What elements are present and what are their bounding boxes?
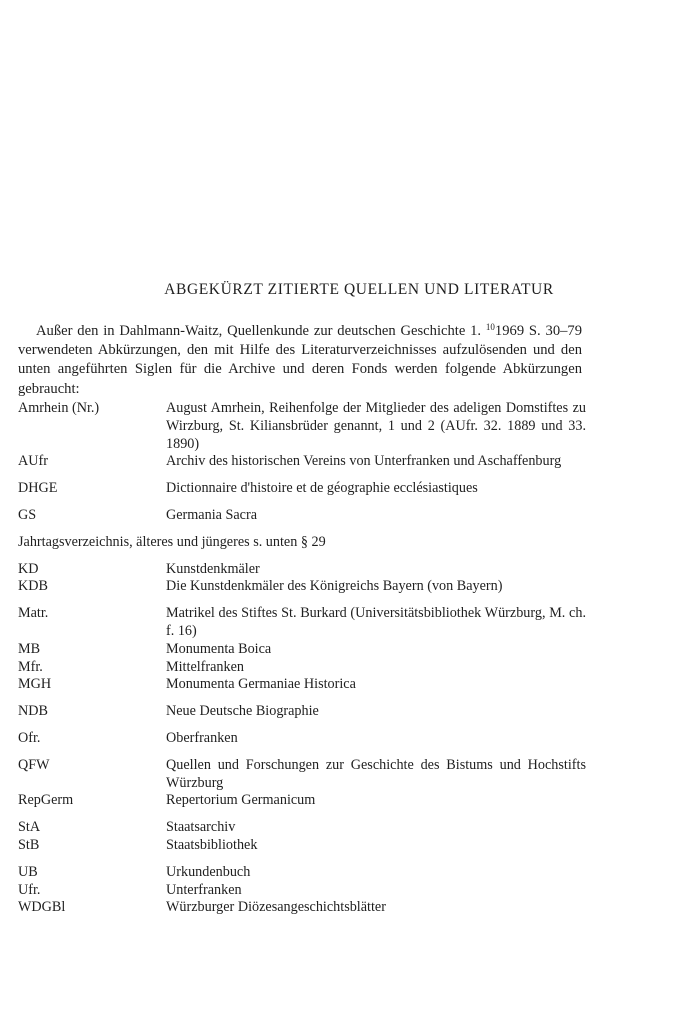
expansion: Germania Sacra [166, 506, 257, 523]
abbreviation: WDGBl [18, 899, 66, 916]
list-item [18, 659, 586, 677]
list-item [18, 605, 586, 641]
abbreviation: Mfr. [18, 658, 43, 675]
abbreviation: StA [18, 819, 41, 836]
abbreviation: DHGE [18, 480, 58, 497]
expansion: Oberfranken [166, 729, 238, 746]
abbreviation: NDB [18, 703, 48, 720]
abbreviation-list [18, 400, 586, 917]
list-item [18, 480, 586, 498]
cross-reference-entry: Jahrtagsverzeichnis, älteres und jüngeres s. unten § 29 [18, 533, 326, 550]
abbreviation: QFW [18, 756, 50, 773]
list-item [18, 864, 586, 882]
list-item [18, 400, 586, 453]
expansion: Repertorium Germanicum [166, 792, 316, 809]
abbreviation: Ofr. [18, 729, 41, 746]
list-item [18, 507, 586, 525]
expansion: Mittelfranken [166, 658, 245, 675]
abbreviation: Matr. [18, 605, 49, 622]
abbreviation: Amrhein (Nr.) [18, 400, 100, 416]
expansion: Staatsbibliothek [166, 836, 258, 853]
expansion: Die Kunstdenkmäler des Königreichs Bayern (von Bayern) [166, 578, 503, 595]
abbreviation: MGH [18, 676, 52, 693]
list-item [18, 453, 586, 471]
intro-paragraph [18, 318, 582, 399]
abbreviation: KDB [18, 578, 48, 595]
intro-text-start: Außer den in Dahlmann-Waitz, Quellenkunde zur deutschen Geschichte 1. [36, 323, 486, 339]
abbreviation: UB [18, 863, 38, 880]
expansion: August Amrhein, Reihenfolge der Mitglieder des adeligen Domstiftes zu Wirzburg, St. Kiliansbrüder genannt, 1 und 2 (AUfr. 32. 1889 und 33. 1890) [166, 400, 586, 452]
expansion: Dictionnaire d'histoire et de géographie ecclésiastiques [166, 480, 478, 497]
expansion: Monumenta Germaniae Historica [166, 676, 356, 693]
abbreviation: KD [18, 560, 39, 577]
list-item [18, 757, 586, 793]
edition-superscript: 10 [485, 322, 495, 332]
expansion: Quellen und Forschungen zur Geschichte des Bistums und Hochstifts Würzburg [166, 756, 586, 791]
list-item [18, 819, 586, 837]
expansion: Staatsarchiv [166, 819, 236, 836]
expansion: Monumenta Boica [166, 640, 272, 657]
page-title: ABGEKÜRZT ZITIERTE QUELLEN UND LITERATUR [164, 281, 554, 298]
list-item [18, 899, 586, 917]
intro-text-end: 1969 S. 30–79 verwendeten Abkürzungen, den mit Hilfe des Literaturverzeichnisses aufzulösenden und den unten angeführten Siglen für die Archive und deren Fonds werden folgende Abkürzungen gebraucht: [18, 323, 583, 397]
expansion: Kunstdenkmäler [166, 560, 260, 577]
expansion: Matrikel des Stiftes St. Burkard (Universitätsbibliothek Würzburg, M. ch. f. 16) [166, 605, 586, 639]
list-item [18, 676, 586, 694]
abbreviation: Ufr. [18, 881, 41, 898]
list-item [18, 703, 586, 721]
list-item [18, 561, 586, 579]
abbreviation: MB [18, 640, 41, 657]
list-item [18, 882, 586, 900]
expansion: Archiv des historischen Vereins von Unterfranken und Aschaffenburg [166, 453, 562, 470]
list-item [18, 641, 586, 659]
list-item [18, 578, 586, 596]
abbreviation: GS [18, 506, 37, 523]
expansion: Unterfranken [166, 881, 242, 898]
list-item [18, 837, 586, 855]
list-item [18, 730, 586, 748]
expansion: Würzburger Diözesangeschichtsblätter [166, 899, 386, 916]
abbreviation: AUfr [18, 453, 48, 470]
expansion: Neue Deutsche Biographie [166, 703, 319, 720]
expansion: Urkundenbuch [166, 863, 251, 880]
list-item [18, 792, 586, 810]
abbreviation: RepGerm [18, 792, 74, 809]
abbreviation: StB [18, 836, 40, 853]
